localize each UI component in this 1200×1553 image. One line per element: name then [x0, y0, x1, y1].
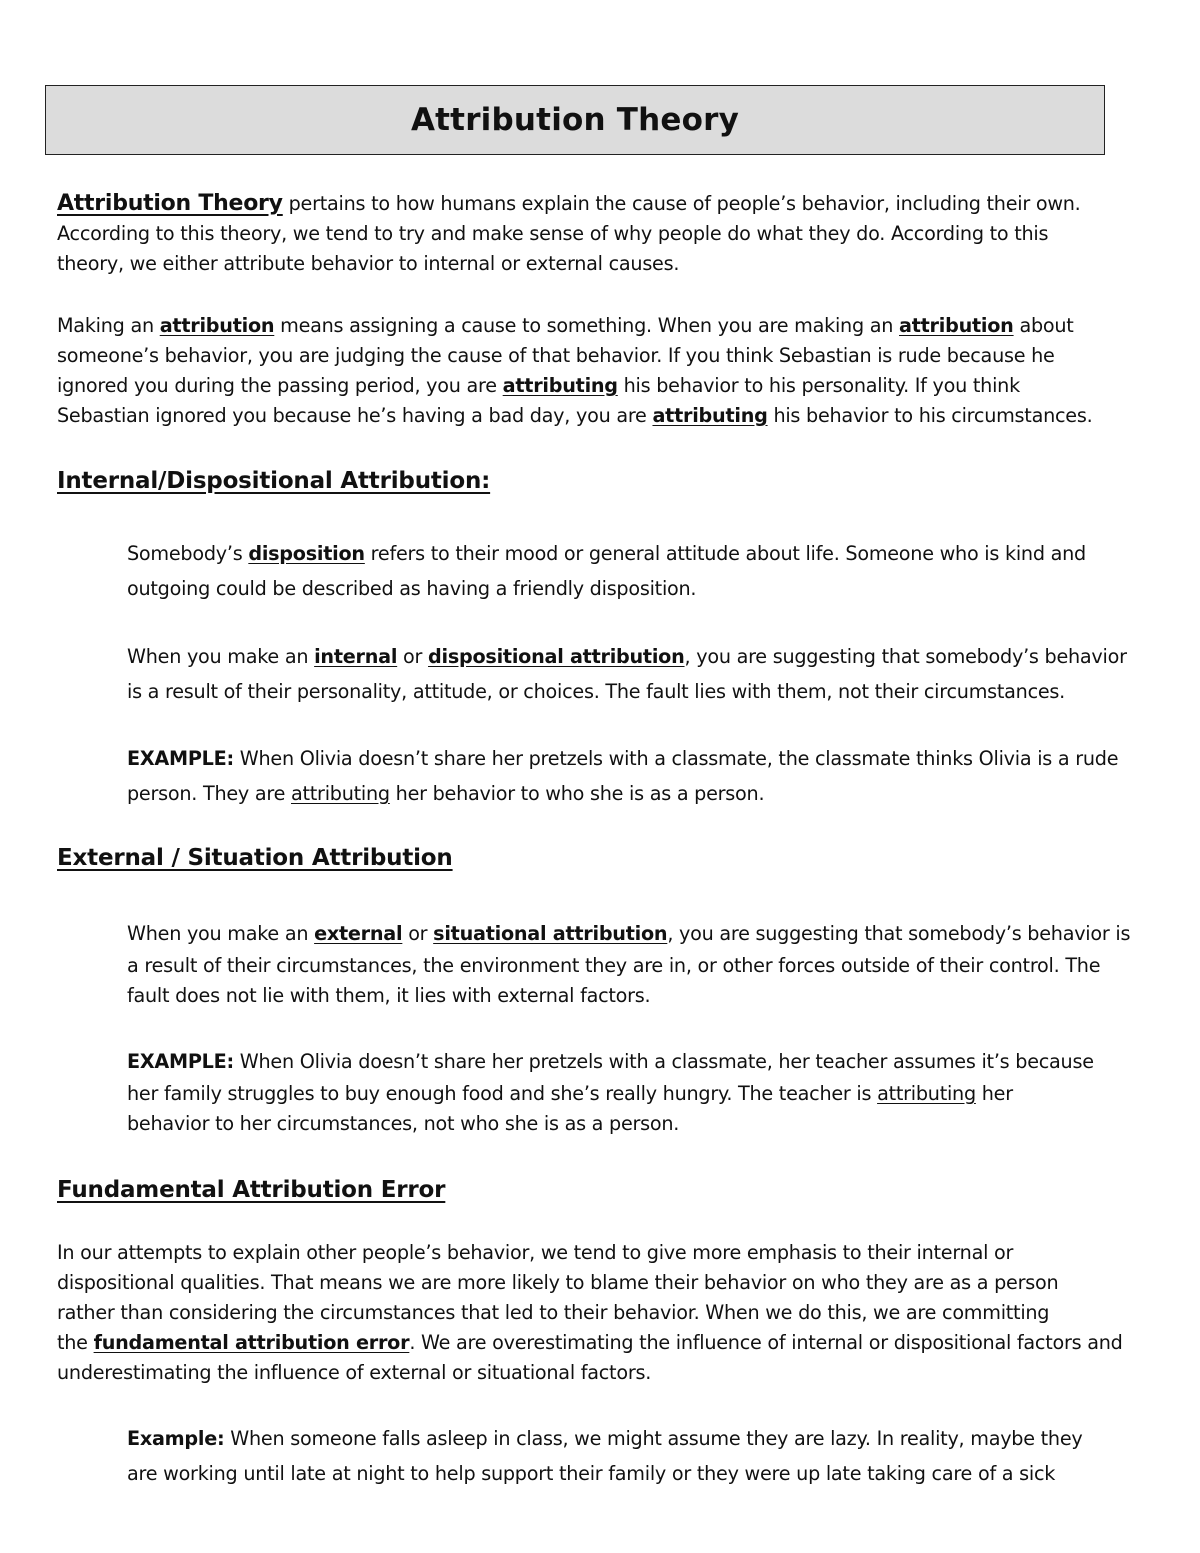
internal-definition-paragraph: When you make an internal or dispositional attribution, you are suggesting that somebody’s behavior is a result of their personality, attitude, or choices. The fault lies with them, not their circumstances.: [127, 645, 1127, 703]
example-label: EXAMPLE:: [127, 1050, 234, 1073]
term-attribution: attribution: [159, 314, 275, 337]
term-external: external: [314, 922, 403, 945]
term-disposition: disposition: [248, 542, 365, 565]
term-attribution: attribution: [899, 314, 1014, 337]
term-dispositional-attribution: dispositional attribution: [428, 645, 685, 668]
title-banner: [45, 85, 1105, 155]
attribution-definition-paragraph: Making an attribution means assigning a cause to something. When you are making an attribution about someone’s behavior, you are judging the cause of that behavior. If you think Sebastian is rude because he ignored you during the passing period, you are attributing his behavior to his personality. If you think Sebastian ignored you because he’s having a bad day, you are attributing his behavior to his circumstances.: [57, 314, 1093, 427]
term-attributing: attributing: [652, 404, 768, 427]
term-attributing: attributing: [291, 782, 390, 805]
fundamental-error-paragraph: In our attempts to explain other people’s behavior, we tend to give more emphasis to their internal or dispositional qualities. That means we are more likely to blame their behavior on who they are as a person rather than considering the circumstances that led to their behavior. When we do this, we are committing the fundamental attribution error. We are overestimating the influence of internal or dispositional factors and underestimating the influence of external or situational factors.: [57, 1241, 1123, 1384]
fundamental-example-paragraph: Example: When someone falls asleep in class, we might assume they are lazy. In reality, maybe they are working until late at night to help support their family or they were up late taking care of a sick: [127, 1427, 1083, 1485]
intro-lead-term: Attribution Theory: [57, 191, 283, 216]
disposition-paragraph: Somebody’s disposition refers to their mood or general attitude about life. Someone who is kind and outgoing could be described as having a friendly disposition.: [127, 542, 1086, 600]
page-title: Attribution Theory: [410, 102, 740, 138]
term-internal: internal: [314, 645, 398, 668]
term-fundamental-attribution-error: fundamental attribution error: [93, 1331, 410, 1354]
external-definition-paragraph: When you make an external or situational attribution, you are suggesting that somebody’s behavior is a result of their circumstances, the environment they are in, or other forces outside of their control. The fault does not lie with them, it lies with external factors.: [127, 922, 1131, 1007]
term-attributing: attributing: [877, 1082, 976, 1105]
internal-attribution-heading: Internal/Dispositional Attribution:: [57, 468, 491, 494]
term-attributing: attributing: [502, 374, 618, 397]
fundamental-error-heading: Fundamental Attribution Error: [57, 1177, 446, 1203]
internal-example-paragraph: EXAMPLE: When Olivia doesn’t share her pretzels with a classmate, the classmate thinks Olivia is a rude person. They are attributing her behavior to who she is as a person.: [127, 747, 1119, 805]
external-example-paragraph: EXAMPLE: When Olivia doesn’t share her pretzels with a classmate, her teacher assumes it’s because her family struggles to buy enough food and she’s really hungry. The teacher is attributing her behavior to her circumstances, not who she is as a person.: [127, 1050, 1094, 1135]
external-attribution-heading: External / Situation Attribution: [57, 845, 453, 871]
example-label: EXAMPLE:: [127, 747, 234, 770]
term-situational-attribution: situational attribution: [433, 922, 668, 945]
example-label: Example:: [127, 1427, 225, 1450]
intro-paragraph: Attribution Theory pertains to how humans explain the cause of people’s behavior, including their own. According to this theory, we tend to try and make sense of why people do what they do. According to this theory, we either attribute behavior to internal or external causes.: [57, 191, 1081, 275]
